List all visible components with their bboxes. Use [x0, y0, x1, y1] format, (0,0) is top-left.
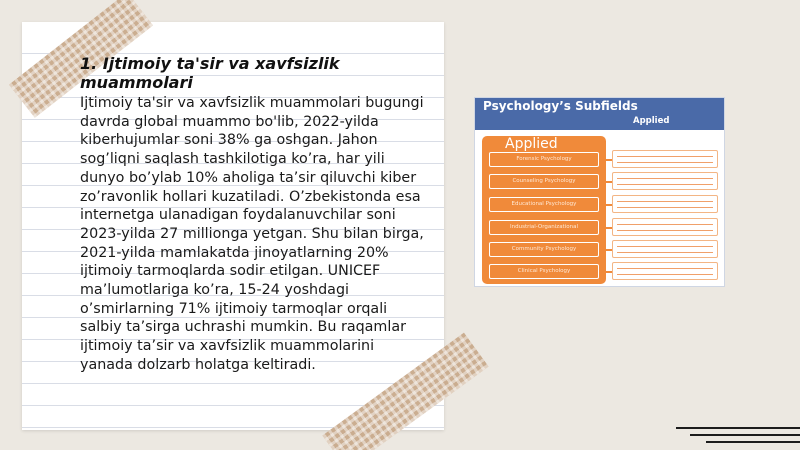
subfield-description [612, 262, 718, 280]
subfield-description [612, 218, 718, 236]
figure-title: Psychology’s Subfields [483, 99, 638, 113]
subfield-box: Clinical Psychology [489, 264, 599, 279]
subfield-description [612, 195, 718, 213]
subfield-description [612, 150, 718, 168]
applied-panel-title: Applied [505, 136, 558, 152]
decorative-line [706, 441, 800, 443]
arrow-connector [600, 249, 612, 251]
figure-header [475, 98, 724, 130]
body-paragraph: Ijtimoiy ta'sir va xavfsizlik muammolari bugungi davrda global muammo bo'lib, 2022-yilda kiberhujumlar soni 38% ga oshgan. Jahon sog’liqni saqlash tashkilotiga ko’ra, har yili dunyo bo’ylab 10% aholiga ta’sir qiluvchi kiber zo’ravonlik hollari kuzatiladi. O’zbekistonda esa internetga ulanadigan foydalanuvchilar soni 2023-yilda 27 millionga yetgan. Shu bilan birga, 2021-yilda mamlakatda jinoyatlarning 20% ijtimoiy tarmoqlarda sodir etilgan. UNICEF ma’lumotlariga ko’ra, 15-24 yoshdagi o’smirlarning 71% ijtimoiy tarmoqlar orqali salbiy ta’sirga uchrashi mumkin. Bu raqamlar ijtimoiy ta’sir va xavfsizlik muammolarini yanada dolzarb holatga keltiradi. [80, 95, 424, 373]
subfield-box: Forensic Psychology [489, 152, 599, 167]
subfield-box: Educational Psychology [489, 197, 599, 212]
arrow-connector [600, 204, 612, 206]
figure-subtitle: Applied [633, 116, 670, 126]
subfield-box: Community Psychology [489, 242, 599, 257]
arrow-connector [600, 271, 612, 273]
arrow-connector [600, 159, 612, 161]
subfield-box: Counseling Psychology [489, 174, 599, 189]
psychology-subfields-image [474, 97, 725, 287]
subfield-description [612, 172, 718, 190]
arrow-connector [600, 181, 612, 183]
arrow-connector [600, 227, 612, 229]
decorative-line [690, 434, 800, 436]
subfield-description [612, 240, 718, 258]
subfield-box: Industrial-Organizational [489, 220, 599, 235]
section-heading: 1. Ijtimoiy ta'sir va xavfsizlik muammolari [80, 54, 340, 92]
decorative-line [676, 427, 800, 429]
